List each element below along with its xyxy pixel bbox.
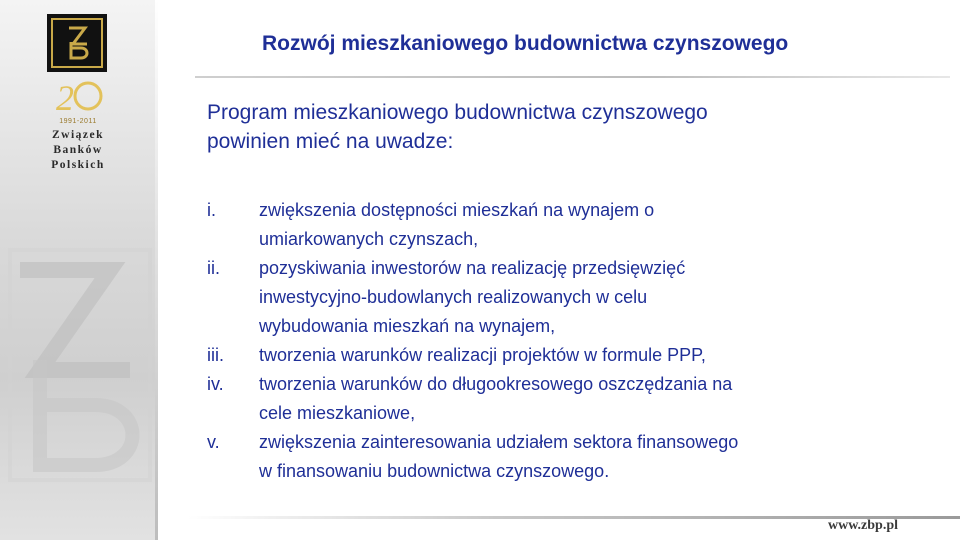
item-line: zwiększenia dostępności mieszkań na wynajem o bbox=[259, 200, 655, 220]
monogram-watermark-icon bbox=[0, 230, 158, 490]
logo-frame bbox=[51, 18, 103, 68]
zbp-monogram-icon bbox=[59, 24, 95, 62]
org-name-line: Polskich bbox=[51, 159, 105, 171]
item-number: ii. bbox=[207, 258, 220, 278]
item-line: umiarkowanych czynszach, bbox=[259, 229, 479, 249]
title-divider bbox=[195, 76, 950, 78]
zbp-logo bbox=[47, 14, 107, 72]
list-item bbox=[207, 370, 937, 428]
item-line: wybudowania mieszkań na wynajem, bbox=[259, 316, 556, 336]
org-name-line: Banków bbox=[53, 144, 103, 156]
list-item bbox=[207, 341, 937, 370]
item-line: zwiększenia zainteresowania udziałem sektora finansowego bbox=[259, 432, 739, 452]
anniversary-badge bbox=[50, 74, 106, 130]
item-number: iii. bbox=[207, 345, 224, 365]
anniversary-20-icon bbox=[50, 74, 106, 118]
svg-text:2: 2 bbox=[56, 78, 74, 118]
slide-title: Rozwój mieszkaniowego budownictwa czynszowego bbox=[262, 32, 789, 55]
item-line: inwestycyjno-budowlanych realizowanych w celu bbox=[259, 287, 648, 307]
list-item bbox=[207, 254, 937, 341]
item-line: tworzenia warunków realizacji projektów w formule PPP, bbox=[259, 345, 706, 365]
intro-text bbox=[207, 98, 927, 156]
intro-line: powinien mieć na uwadze: bbox=[207, 130, 454, 153]
item-number: i. bbox=[207, 200, 216, 220]
org-name-line: Związek bbox=[51, 129, 105, 141]
item-number: iv. bbox=[207, 374, 224, 394]
footer-url: www.zbp.pl bbox=[827, 518, 898, 533]
item-number: v. bbox=[207, 432, 220, 452]
anniversary-years: 1991-2011 bbox=[59, 118, 97, 125]
item-line: pozyskiwania inwestorów na realizację przedsięwzięć bbox=[259, 258, 686, 278]
list-item bbox=[207, 428, 937, 486]
objectives-list bbox=[207, 196, 937, 486]
list-item bbox=[207, 196, 937, 254]
item-line: tworzenia warunków do długookresowego oszczędzania na bbox=[259, 374, 733, 394]
intro-line: Program mieszkaniowego budownictwa czynszowego bbox=[207, 101, 708, 124]
sidebar bbox=[0, 0, 158, 540]
item-line: w finansowaniu budownictwa czynszowego. bbox=[259, 461, 610, 481]
organization-name bbox=[30, 128, 126, 173]
item-line: cele mieszkaniowe, bbox=[259, 403, 416, 423]
